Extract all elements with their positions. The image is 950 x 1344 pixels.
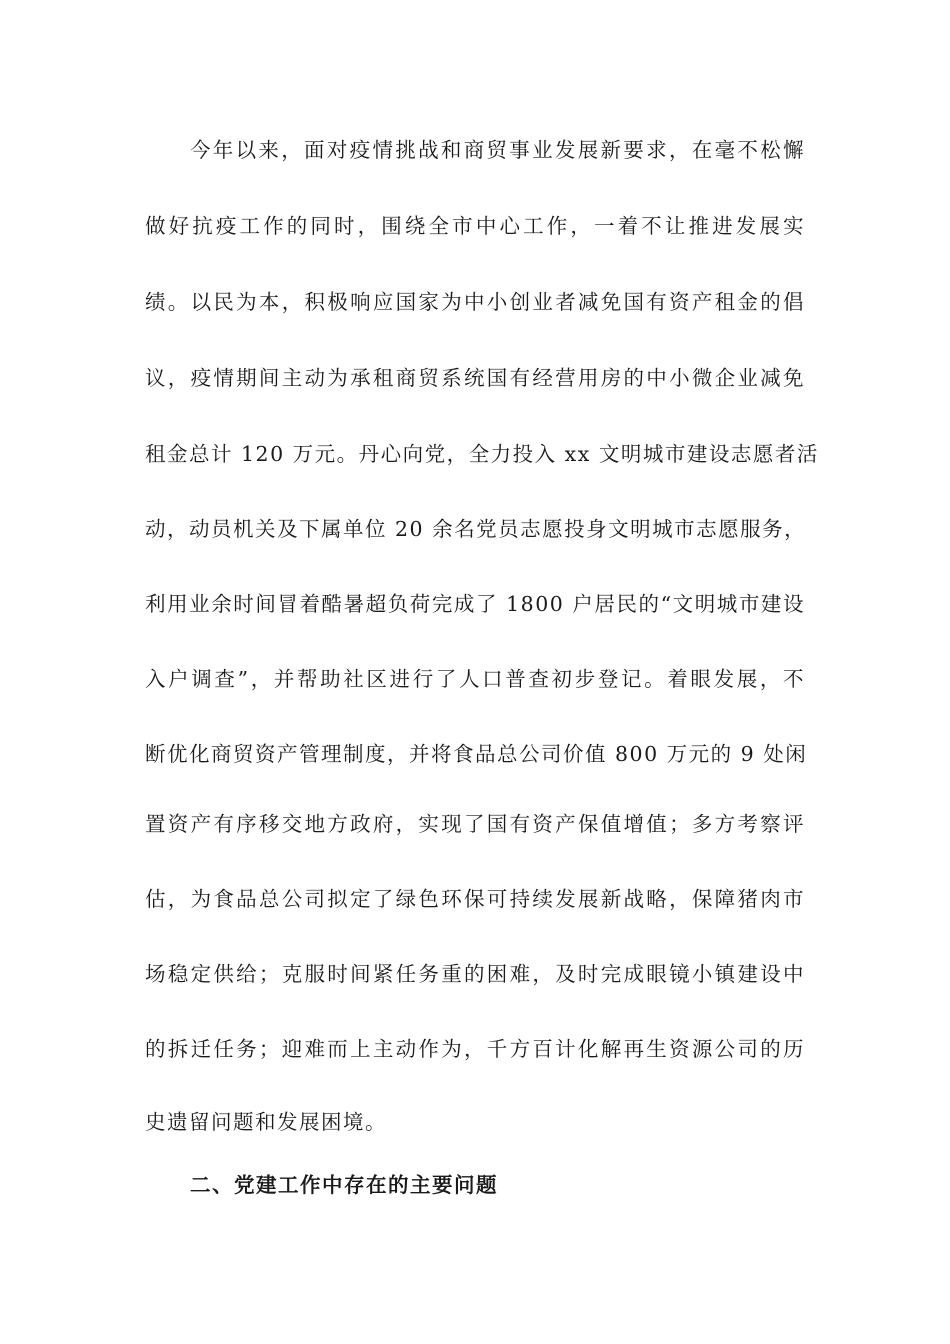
- paragraph-line: 做好抗疫工作的同时，围绕全市中心工作，一着不让推进发展实: [145, 214, 805, 238]
- paragraph-line: 租金总计 120 万元。丹心向党，全力投入 xx 文明城市建设志愿者活: [145, 442, 819, 466]
- paragraph-line: 议，疫情期间主动为承租商贸系统国有经营用房的中小微企业减免: [145, 366, 805, 390]
- paragraph-line: 今年以来，面对疫情挑战和商贸事业发展新要求，在毫不松懈: [190, 138, 805, 162]
- paragraph-line: 入户调查”，并帮助社区进行了人口普查初步登记。着眼发展，不: [145, 667, 805, 691]
- paragraph-line: 置资产有序移交地方政府，实现了国有资产保值增值；多方考察评: [145, 812, 805, 836]
- paragraph-line: 断优化商贸资产管理制度，并将食品总公司价值 800 万元的 9 处闲: [145, 742, 808, 766]
- paragraph-line: 史遗留问题和发展困境。: [145, 1110, 387, 1134]
- paragraph-line: 绩。以民为本，积极响应国家为中小创业者减免国有资产租金的倡: [145, 290, 805, 314]
- paragraph-line: 动，动员机关及下属单位 20 余名党员志愿投身文明城市志愿服务，: [145, 517, 807, 541]
- paragraph-line: 的拆迁任务；迎难而上主动作为，千方百计化解再生资源公司的历: [145, 1037, 805, 1061]
- paragraph-line: 场稳定供给；克服时间紧任务重的困难，及时完成眼镜小镇建设中: [145, 962, 805, 986]
- paragraph-line: 估，为食品总公司拟定了绿色环保可持续发展新战略，保障猪肉市: [145, 887, 805, 911]
- section-heading: 二、党建工作中存在的主要问题: [190, 1173, 498, 1197]
- paragraph-line: 利用业余时间冒着酷暑超负荷完成了 1800 户居民的“文明城市建设: [145, 592, 805, 616]
